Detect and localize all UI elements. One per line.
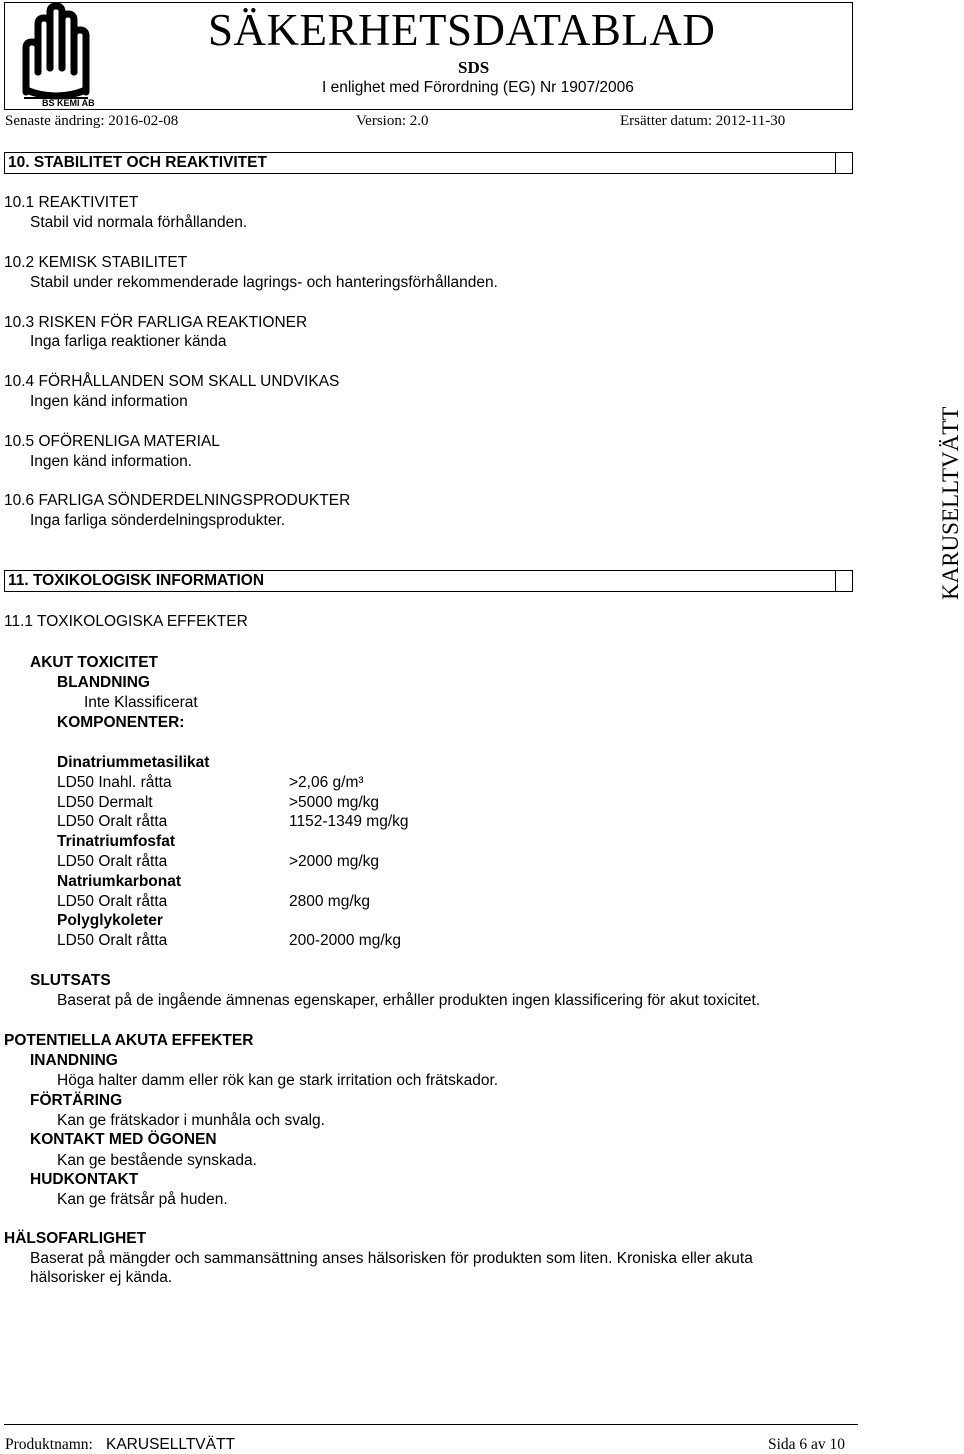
document-abbreviation: SDS xyxy=(458,58,490,77)
section-10-title: 10. STABILITET OCH REAKTIVITET xyxy=(8,154,267,171)
regulation-reference: I enlighet med Förordning (EG) Nr 1907/2006 xyxy=(322,79,634,96)
hand-logo-icon xyxy=(4,2,111,110)
logo-text: BS KEMI AB xyxy=(42,98,95,108)
company-logo xyxy=(4,2,111,110)
replaces-date: Ersätter datum: 2012-11-30 xyxy=(620,113,786,129)
version: Version: 2.0 xyxy=(356,113,429,129)
ld50-test: LD50 Oralt råtta xyxy=(57,853,168,870)
section-10-3-text: Inga farliga reaktioner kända xyxy=(30,333,227,350)
effect-text: Kan ge frätskador i munhåla och svalg. xyxy=(57,1112,325,1129)
section-10-4-heading: 10.4 FÖRHÅLLANDEN SOM SKALL UNDVIKAS xyxy=(4,373,340,390)
section-checkbox xyxy=(835,571,852,591)
section-11-1-heading: 11.1 TOXIKOLOGISKA EFFEKTER xyxy=(4,613,248,630)
ld50-test: LD50 Oralt råtta xyxy=(57,813,168,830)
component-name: Trinatriumfosfat xyxy=(57,833,175,850)
section-checkbox xyxy=(835,153,852,173)
effect-label: HUDKONTAKT xyxy=(30,1171,139,1188)
section-10-3-heading: 10.3 RISKEN FÖR FARLIGA REAKTIONER xyxy=(4,314,308,331)
acute-toxicity-heading: AKUT TOXICITET xyxy=(30,654,159,671)
health-hazard-text-line-1: Baserat på mängder och sammansättning anses hälsorisken för produkten som liten. Kroniska eller akuta xyxy=(30,1250,753,1267)
section-10-header xyxy=(4,152,853,174)
section-11-title: 11. TOXIKOLOGISK INFORMATION xyxy=(8,572,265,589)
section-11-header xyxy=(4,570,853,592)
document-title: SÄKERHETSDATABLAD xyxy=(208,5,716,55)
section-10-6-text: Inga farliga sönderdelningsprodukter. xyxy=(30,512,286,529)
effect-label: FÖRTÄRING xyxy=(30,1092,123,1109)
section-10-2-text: Stabil under rekommenderade lagrings- och hanteringsförhållanden. xyxy=(30,274,498,291)
component-name: Dinatriummetasilikat xyxy=(57,754,210,771)
conclusion-heading: SLUTSATS xyxy=(30,972,111,989)
ld50-value: >2,06 g/m³ xyxy=(289,774,364,791)
ld50-test: LD50 Oralt råtta xyxy=(57,932,168,949)
potential-effects-heading: POTENTIELLA AKUTA EFFEKTER xyxy=(4,1032,254,1049)
section-10-1-text: Stabil vid normala förhållanden. xyxy=(30,214,248,231)
ld50-value: >2000 mg/kg xyxy=(289,853,380,870)
page-number: Sida 6 av 10 xyxy=(768,1436,846,1453)
effect-text: Kan ge bestående synskada. xyxy=(57,1152,257,1169)
components-label: KOMPONENTER: xyxy=(57,714,185,731)
ld50-test: LD50 Inahl. råtta xyxy=(57,774,172,791)
ld50-value: 1152-1349 mg/kg xyxy=(289,813,409,830)
footer-product-label: Produktnamn: xyxy=(5,1436,93,1453)
blend-value: Inte Klassificerat xyxy=(84,694,198,711)
footer-divider xyxy=(4,1424,858,1425)
section-10-4-text: Ingen känd information xyxy=(30,393,188,410)
ld50-value: >5000 mg/kg xyxy=(289,794,380,811)
effect-text: Kan ge frätsår på huden. xyxy=(57,1191,228,1208)
ld50-value: 2800 mg/kg xyxy=(289,893,370,910)
component-name: Natriumkarbonat xyxy=(57,873,182,890)
section-10-5-text: Ingen känd information. xyxy=(30,453,192,470)
ld50-test: LD50 Oralt råtta xyxy=(57,893,168,910)
ld50-value: 200-2000 mg/kg xyxy=(289,932,402,949)
section-10-6-heading: 10.6 FARLIGA SÖNDERDELNINGSPRODUKTER xyxy=(4,492,351,509)
section-10-1-heading: 10.1 REAKTIVITET xyxy=(4,194,139,211)
effect-label: KONTAKT MED ÖGONEN xyxy=(30,1131,217,1148)
ld50-test: LD50 Dermalt xyxy=(57,794,153,811)
component-name: Polyglykoleter xyxy=(57,912,163,929)
last-change-date: Senaste ändring: 2016-02-08 xyxy=(5,113,179,129)
section-10-2-heading: 10.2 KEMISK STABILITET xyxy=(4,254,188,271)
footer-product-name: KARUSELLTVÄTT xyxy=(106,1436,235,1453)
effect-text: Höga halter damm eller rök kan ge stark irritation och frätskador. xyxy=(57,1072,499,1089)
section-10-5-heading: 10.5 OFÖRENLIGA MATERIAL xyxy=(4,433,220,450)
effect-label: INANDNING xyxy=(30,1052,118,1069)
health-hazard-heading: HÄLSOFARLIGHET xyxy=(4,1230,147,1247)
side-product-label: KARUSELLTVÄTT xyxy=(938,406,963,600)
blend-label: BLANDNING xyxy=(57,674,150,691)
health-hazard-text-line-2: hälsorisker ej kända. xyxy=(30,1269,173,1286)
conclusion-text: Baserat på de ingående ämnenas egenskaper, erhåller produkten ingen klassificering för akut toxicitet. xyxy=(57,992,761,1009)
